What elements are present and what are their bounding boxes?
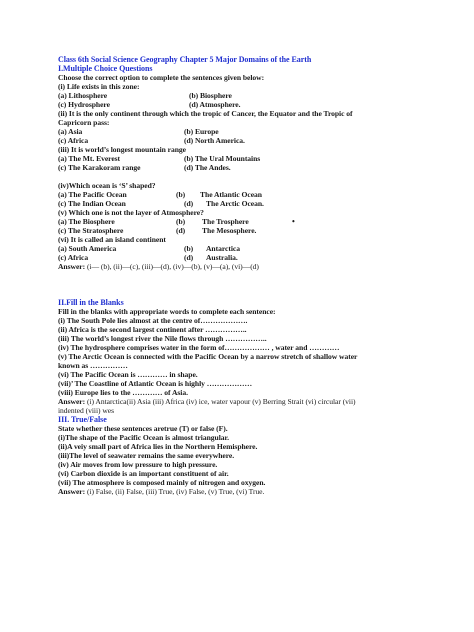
option: Australia. <box>206 253 238 262</box>
option: (b) Biosphere <box>189 91 232 100</box>
mcq-instruction: Choose the correct option to complete the sentences given below: <box>58 73 265 82</box>
option: The Arctic Ocean. <box>206 199 264 208</box>
option-label: (d) <box>184 253 194 262</box>
option: (b) The Ural Mountains <box>184 154 261 163</box>
option: The Trosphere <box>202 217 249 226</box>
option-label: (b) <box>184 244 194 253</box>
fill-item: (i) The South Pole lies almost at the centre of………………. <box>58 316 248 325</box>
fill-item: (v) The Arctic Ocean is connected with the Pacific Ocean by a narrow stretch of shallow water <box>58 352 358 361</box>
option-label: (b) <box>176 217 186 226</box>
option: The Atlantic Ocean <box>200 190 262 199</box>
option: (c) Africa <box>58 253 89 262</box>
tf-item: (vi) Carbon dioxide is an important constituent of air. <box>58 469 229 478</box>
bullet-mark: • <box>292 217 295 226</box>
option: (d) North America. <box>184 136 245 145</box>
option: (a) The Mt. Everest <box>58 154 121 163</box>
section-heading-fill-blanks: II.Fill in the Blanks <box>58 298 124 307</box>
answer-line-cont <box>58 407 428 416</box>
answer-text: (i) False, (ii) False, (iii) True, (iv) False, (v) True, (vi) True. <box>86 487 265 496</box>
page-title: Class 6th Social Science Geography Chapter 5 Major Domains of the Earth <box>58 55 312 64</box>
option: (a) South America <box>58 244 117 253</box>
option: (a) The Pacific Ocean <box>58 190 127 199</box>
fill-instruction: Fill in the blanks with appropriate words to complete each sentence: <box>58 307 276 316</box>
fill-item-cont: known as …………… <box>58 361 128 370</box>
question-6: (vi) It is called an island continent <box>58 235 166 244</box>
tf-item: (iii)The level of seawater remains the same everywhere. <box>58 451 235 460</box>
fill-item: (vi) The Pacific Ocean is ………… in shape. <box>58 370 198 379</box>
question-3: (iii) It is world’s longest mountain range <box>58 145 186 154</box>
question-2: (ii) It is the only continent through which the tropic of Cancer, the Equator and the Tropic of <box>58 109 353 118</box>
answer-line <box>58 488 428 497</box>
fill-item: (viii) Europe lies to the ………… of Asia. <box>58 388 188 397</box>
question-2-cont: Capricorn pass: <box>58 118 110 127</box>
answer-label: Answer: <box>58 487 86 496</box>
fill-item: (ii) Africa is the second largest continent after …………….. <box>58 325 247 334</box>
option-row <box>58 164 428 173</box>
option-row <box>58 245 428 254</box>
option: (c) Africa <box>58 136 89 145</box>
answer-text: indented (viii) wes <box>58 406 114 415</box>
tf-item: (i)The shape of the Pacific Ocean is almost triangular. <box>58 433 229 442</box>
option: (d) Atmosphere. <box>189 100 241 109</box>
question-4: (iv)Which ocean is ‘S’ shaped? <box>58 181 156 190</box>
question-1: (i) Life exists in this zone: <box>58 82 140 91</box>
option: (c) The Indian Ocean <box>58 199 126 208</box>
answer-label: Answer: <box>58 397 86 406</box>
option: Antarctica <box>206 244 240 253</box>
option: (c) Hydrosphere <box>58 100 110 109</box>
fill-item: (iv) The hydrosphere comprises water in the form of……………… , water and ………… <box>58 343 340 352</box>
answer-text: (i) Antarctica(ii) Asia (iii) Africa (iv) ice, water vapour (v) Berring Strait (vi) circular (vii) <box>86 397 356 406</box>
fill-item: (iii) The world’s longest river the Nile flows through …………….. <box>58 334 267 343</box>
option: (a) Lithosphere <box>58 91 108 100</box>
tf-item: (ii)A veiy small part of Africa lies in the Northern Hemisphere. <box>58 442 258 451</box>
option: (a) The Biosphere <box>58 217 115 226</box>
option-label: (d) <box>176 226 186 235</box>
option: The Mesosphere. <box>202 226 257 235</box>
tf-item: (iv) Air moves from low pressure to high pressure. <box>58 460 218 469</box>
option: (d) The Andes. <box>184 163 231 172</box>
option-label: (d) <box>184 199 194 208</box>
tf-item: (vii) The atmosphere is composed mainly of nitrogen and oxygen. <box>58 478 266 487</box>
fill-item: (vii)’ The Coastline of Atlantic Ocean is highly ……………… <box>58 379 252 388</box>
option: (c) The Karakoram range <box>58 163 141 172</box>
answer-line <box>58 263 428 272</box>
option-label: (b) <box>176 190 186 199</box>
answer-text: (i— (b), (ii)—(c), (iii)—(d), (iv)—(b), (v)—(a), (vi)—(d) <box>86 262 259 271</box>
section-heading-mcq: I.Multiple Choice Questions <box>58 64 153 73</box>
option-row <box>58 92 428 101</box>
option: (c) The Stratosphere <box>58 226 124 235</box>
tf-instruction: State whether these sentences aretrue (T) or false (F). <box>58 424 228 433</box>
question-5: (v) Which one is not the layer of Atmosphere? <box>58 208 204 217</box>
option: (b) Europe <box>184 127 219 136</box>
section-heading-true-false: III. True/False <box>58 415 107 424</box>
option: (a) Asia <box>58 127 83 136</box>
answer-label: Answer: <box>58 262 86 271</box>
